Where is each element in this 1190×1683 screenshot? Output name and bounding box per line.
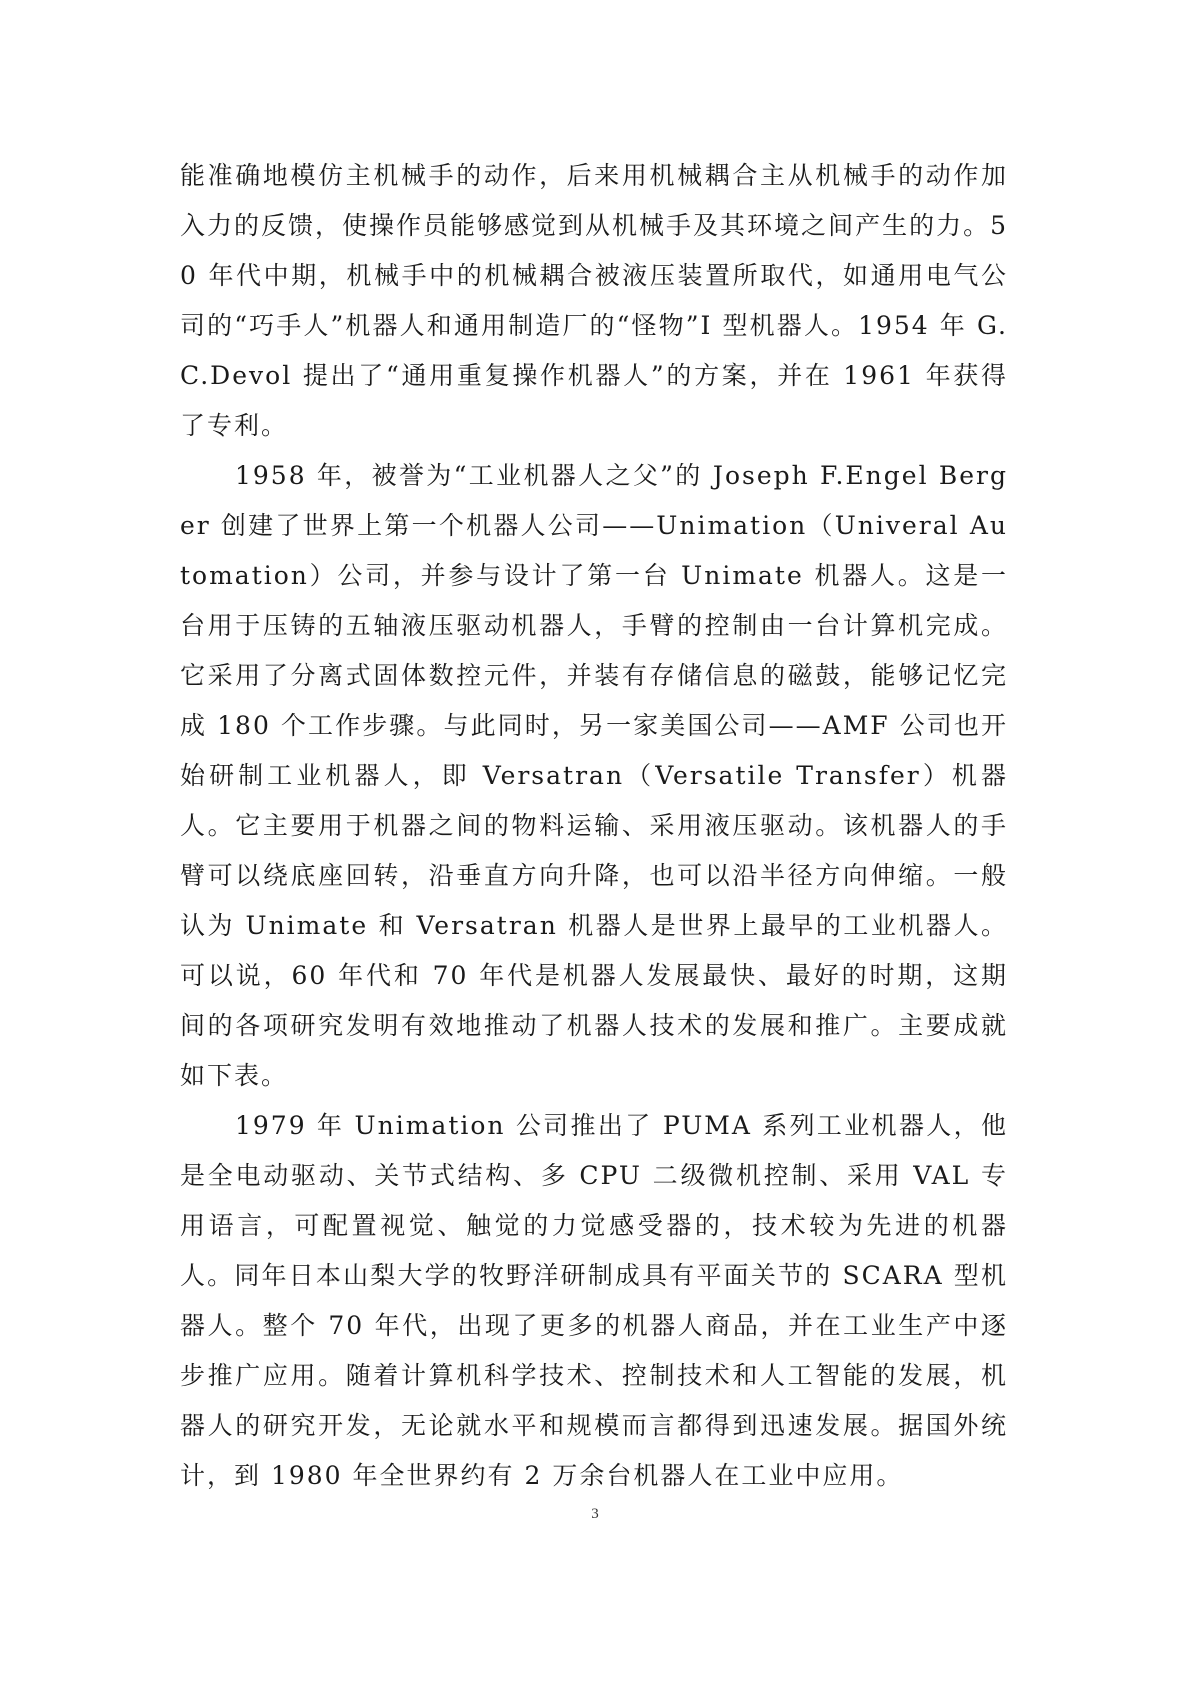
- paragraph-1979: 1979 年 Unimation 公司推出了 PUMA 系列工业机器人，他是全电动驱动、关节式结构、多 CPU 二级微机控制、采用 VAL 专用语言，可配置视觉、触觉的力觉感受器的，技术较为先进的机器人。同年日本山梨大学的牧野洋研制成具有平面关节的 SCARA 型机器人。整个 70 年代，出现了更多的机器人商品，并在工业生产中逐步推广应用。随着计算机科学技术、控制技术和人工智能的发展，机器人的研究开发，无论就水平和规模而言都得到迅速发展。据国外统计，到 1980 年全世界约有 2 万余台机器人在工业中应用。: [180, 1111, 1008, 1490]
- paragraph-continuation: 能准确地模仿主机械手的动作，后来用机械耦合主从机械手的动作加入力的反馈，使操作员能够感觉到从机械手及其环境之间产生的力。50 年代中期，机械手中的机械耦合被液压装置所取代，如通用电气公司的“巧手人”机器人和通用制造厂的“怪物”I 型机器人。1954 年 G.C.Devol 提出了“通用重复操作机器人”的方案，并在 1961 年获得了专利。: [180, 161, 1008, 440]
- body-text: [180, 151, 1008, 1501]
- page-number: 3: [591, 1506, 599, 1522]
- paragraph-1958: 1958 年，被誉为“工业机器人之父”的 Joseph F.Engel Berger 创建了世界上第一个机器人公司——Unimation（Univeral Automation）公司，并参与设计了第一台 Unimate 机器人。这是一台用于压铸的五轴液压驱动机器人，手臂的控制由一台计算机完成。它采用了分离式固体数控元件，并装有存储信息的磁鼓，能够记忆完成 180 个工作步骤。与此同时，另一家美国公司——AMF 公司也开始研制工业机器人，即 Versatran（Versatile Transfer）机器人。它主要用于机器之间的物料运输、采用液压驱动。该机器人的手臂可以绕底座回转，沿垂直方向升降，也可以沿半径方向伸缩。一般认为 Unimate 和 Versatran 机器人是世界上最早的工业机器人。可以说，60 年代和 70 年代是机器人发展最快、最好的时期，这期间的各项研究发明有效地推动了机器人技术的发展和推广。主要成就如下表。: [180, 461, 1008, 1090]
